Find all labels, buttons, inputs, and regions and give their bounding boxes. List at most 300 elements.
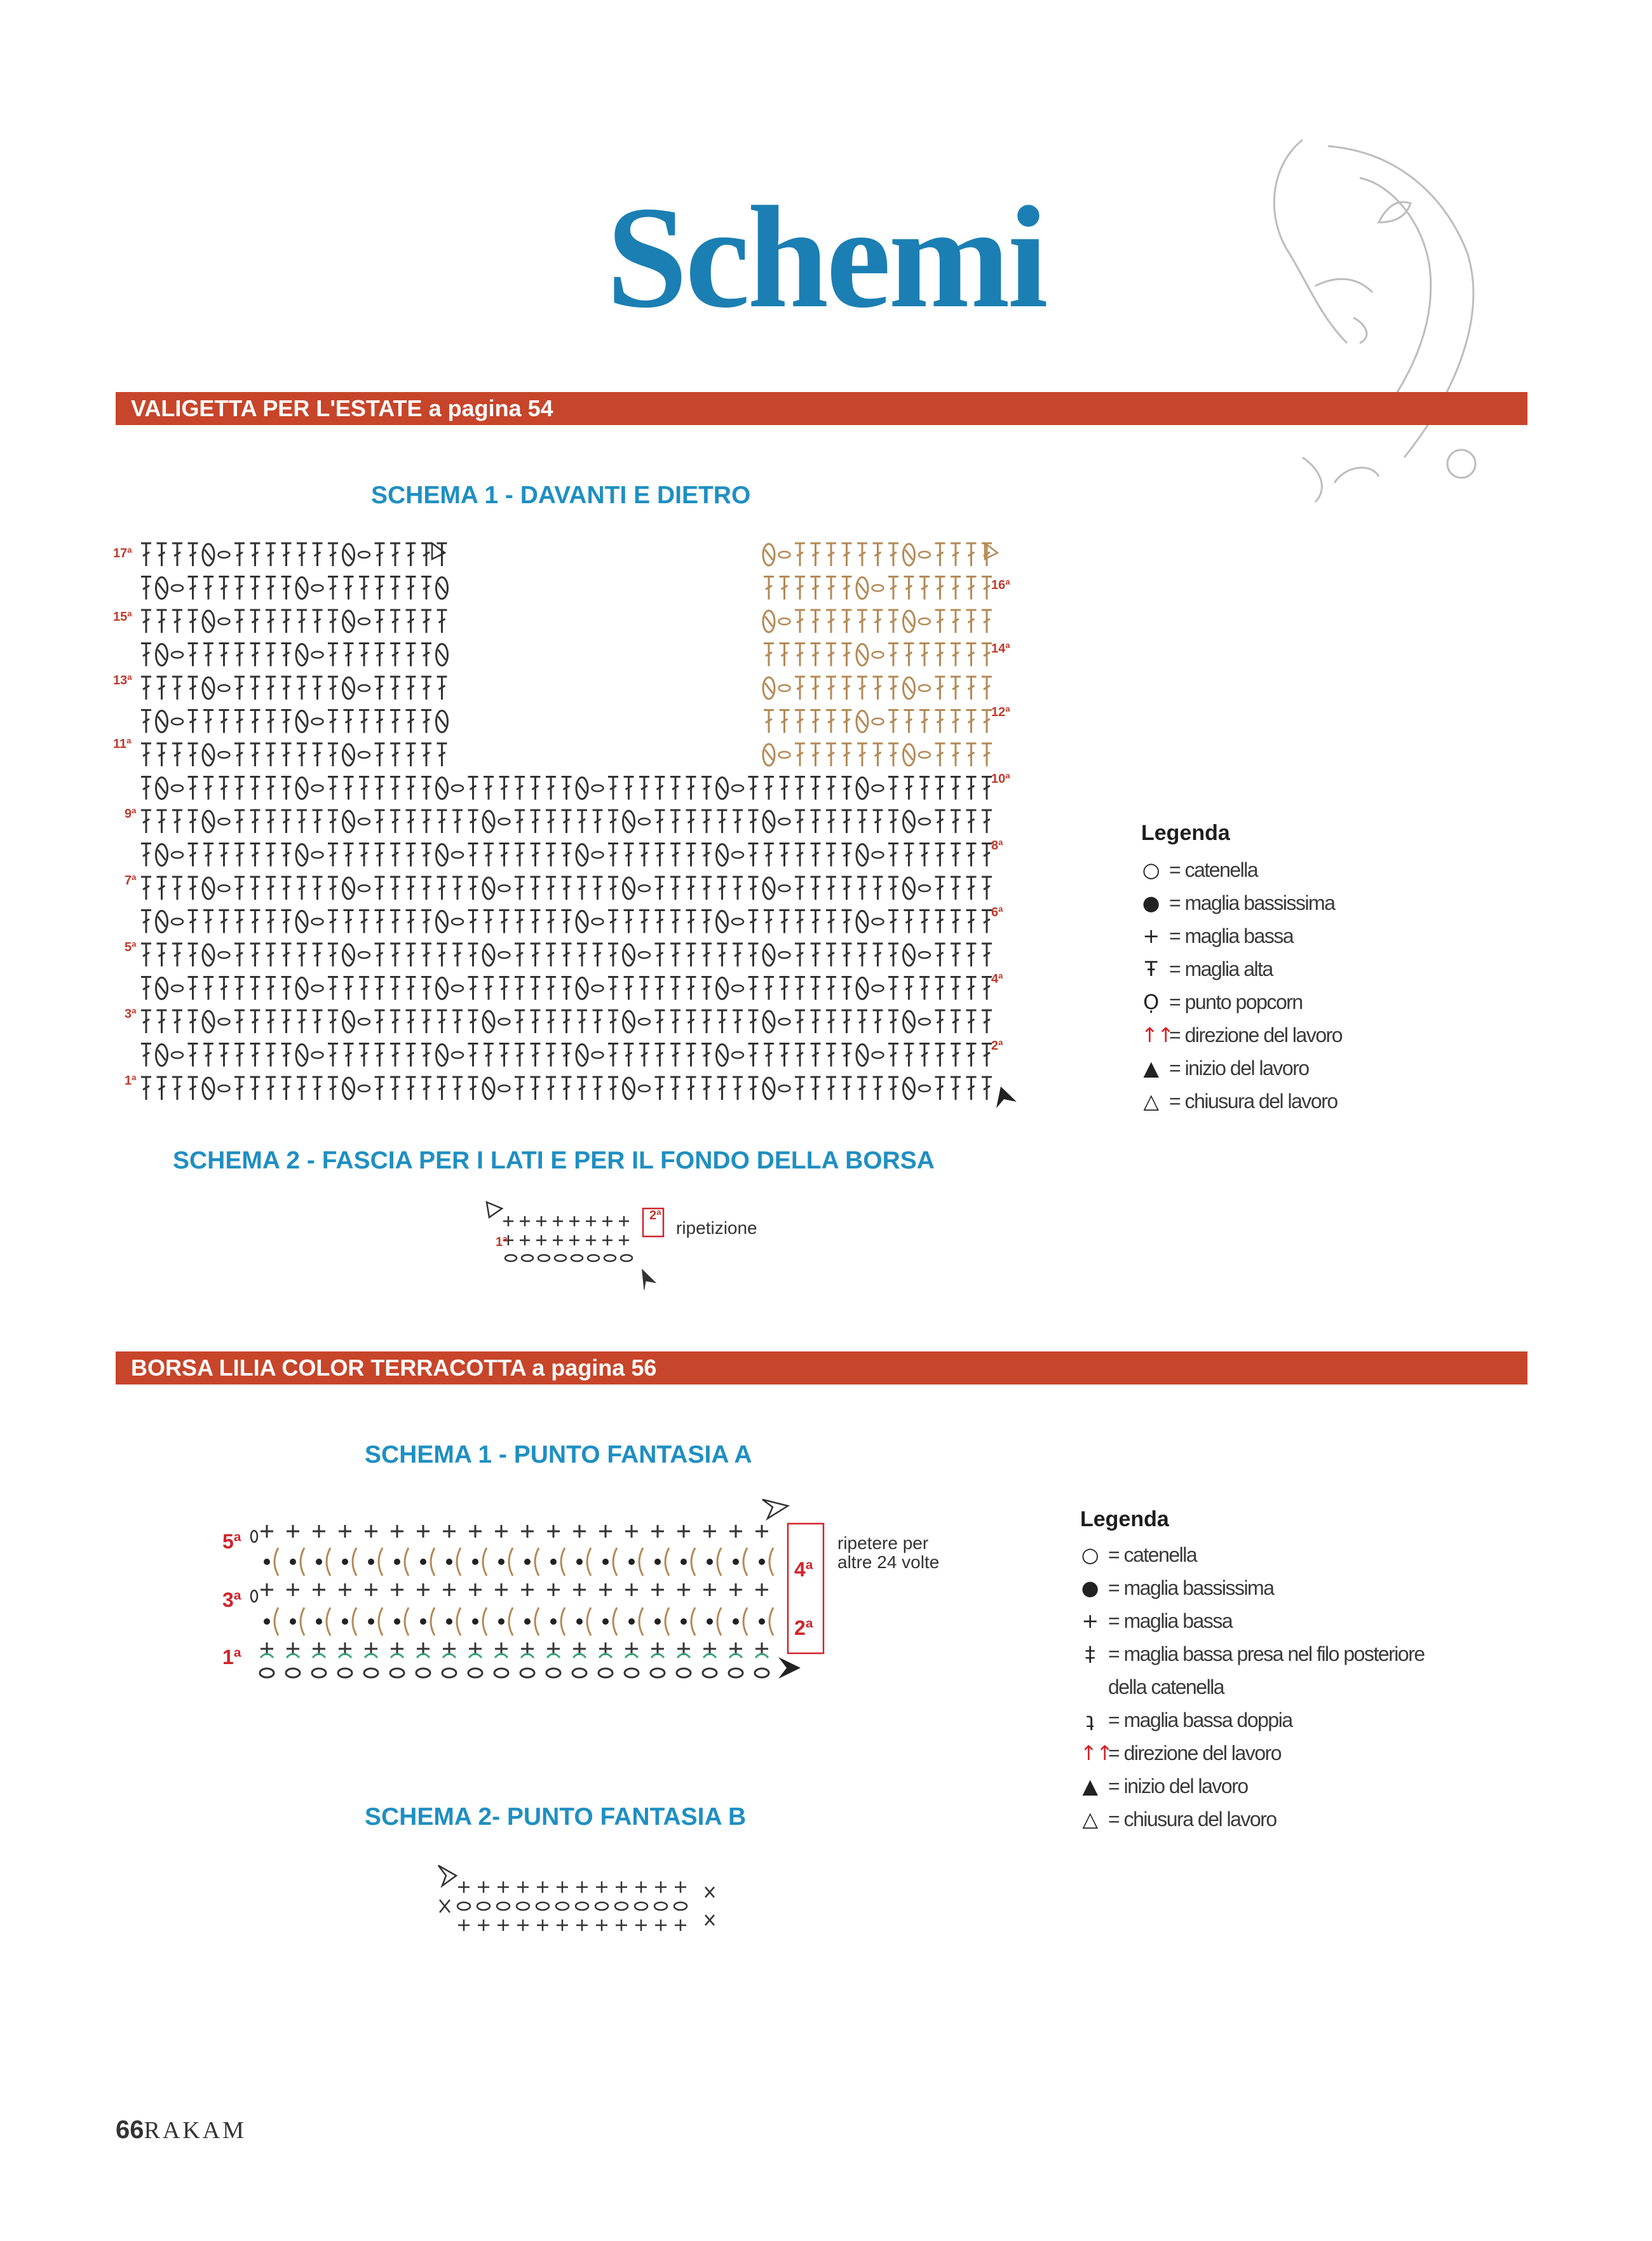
chain-symbol xyxy=(172,852,183,858)
double-crochet-symbol xyxy=(873,877,883,900)
legend-item xyxy=(1141,1085,1342,1118)
repeat-note-line: ripetere per xyxy=(837,1533,929,1553)
double-crochet-symbol xyxy=(857,1010,867,1033)
double-crochet-symbol xyxy=(390,543,400,566)
double-crochet-symbol xyxy=(359,977,369,1000)
double-crochet-symbol xyxy=(811,710,821,733)
single-crochet-symbol xyxy=(537,1919,548,1931)
single-crochet-symbol xyxy=(616,1919,627,1931)
chain-symbol xyxy=(919,618,930,625)
double-crochet-symbol xyxy=(141,610,151,633)
double-crochet-symbol xyxy=(748,977,759,1000)
double-crochet-symbol xyxy=(546,1077,556,1100)
double-crochet-symbol xyxy=(281,844,292,867)
double-crochet-symbol xyxy=(951,810,961,833)
double-crochet-symbol xyxy=(951,1044,961,1067)
double-crochet-symbol xyxy=(670,1010,680,1033)
double-crochet-symbol xyxy=(966,710,977,733)
double-crochet-symbol xyxy=(281,577,292,600)
double-sc-symbol xyxy=(405,1548,409,1576)
schema2-title: SCHEMA 2 - FASCIA PER I LATI E PER IL FONDO DELLA BORSA xyxy=(173,1147,935,1174)
chain-symbol xyxy=(358,818,370,825)
double-crochet-symbol xyxy=(375,644,385,667)
double-crochet-symbol xyxy=(141,1010,151,1033)
double-crochet-symbol xyxy=(297,1077,307,1100)
back-loop-symbol xyxy=(651,1654,664,1658)
chain-symbol xyxy=(497,1902,510,1910)
chain-icon: ○ xyxy=(1142,858,1160,882)
double-crochet-symbol xyxy=(826,977,836,1000)
double-crochet-symbol xyxy=(904,644,914,667)
double-crochet-symbol xyxy=(188,911,198,933)
chain-symbol xyxy=(872,852,884,858)
stitch-row xyxy=(141,543,992,566)
double-crochet-symbol xyxy=(670,810,680,833)
double-crochet-symbol xyxy=(531,1010,541,1033)
double-sc-symbol xyxy=(431,1608,435,1635)
double-crochet-symbol xyxy=(577,1010,587,1033)
stitch-row xyxy=(141,644,992,667)
double-crochet-symbol xyxy=(951,844,961,867)
legend-item xyxy=(1080,1703,1425,1737)
chain-symbol xyxy=(588,1255,599,1261)
popcorn-symbol xyxy=(343,744,355,766)
popcorn-symbol xyxy=(856,978,868,999)
double-crochet-symbol xyxy=(344,977,354,1000)
double-crochet-symbol xyxy=(966,644,977,667)
slip-stitch-symbol xyxy=(394,1618,400,1625)
double-crochet-symbol xyxy=(250,911,261,933)
double-crochet-symbol xyxy=(811,877,821,900)
double-crochet-symbol xyxy=(982,1010,992,1033)
double-crochet-symbol xyxy=(499,844,510,867)
double-sc-symbol xyxy=(379,1548,383,1576)
double-crochet-symbol xyxy=(842,844,852,867)
double-crochet-symbol xyxy=(826,644,836,667)
double-crochet-symbol xyxy=(266,1077,276,1100)
slip-stitch-symbol xyxy=(290,1618,296,1625)
double-crochet-symbol xyxy=(313,1077,323,1100)
double-crochet-symbol xyxy=(686,911,696,933)
double-crochet-symbol xyxy=(406,777,416,800)
double-crochet-symbol xyxy=(157,810,167,833)
double-crochet-symbol xyxy=(421,844,431,867)
popcorn-symbol xyxy=(904,544,915,565)
double-sc-symbol xyxy=(613,1608,617,1635)
double-crochet-symbol xyxy=(919,710,930,733)
repeat-note xyxy=(837,1534,939,1572)
popcorn-symbol xyxy=(763,677,775,699)
chain-symbol xyxy=(452,1052,463,1059)
chain-symbol xyxy=(219,1019,230,1025)
single-crochet-symbol xyxy=(602,1216,613,1226)
double-crochet-symbol xyxy=(203,911,213,933)
double-crochet-symbol xyxy=(577,1077,587,1100)
popcorn-symbol xyxy=(717,978,728,999)
double-crochet-symbol xyxy=(888,944,898,966)
double-crochet-symbol xyxy=(624,977,634,1000)
double-crochet-symbol xyxy=(811,844,821,867)
single-crochet-symbol xyxy=(520,1235,530,1245)
double-crochet-icon: Ŧ xyxy=(1144,957,1157,981)
double-crochet-symbol xyxy=(764,777,774,800)
double-crochet-symbol xyxy=(328,810,338,833)
chain-symbol xyxy=(635,1902,647,1910)
double-crochet-symbol xyxy=(188,543,198,566)
double-sc-symbol xyxy=(717,1608,721,1635)
chain-symbol xyxy=(219,552,230,558)
row-label: 12ª xyxy=(991,705,1010,719)
double-crochet-symbol xyxy=(842,977,852,1000)
double-crochet-symbol xyxy=(328,677,338,700)
chain-symbol xyxy=(312,719,323,725)
double-crochet-symbol xyxy=(919,777,930,800)
double-crochet-symbol xyxy=(452,1077,463,1100)
popcorn-symbol xyxy=(296,911,308,933)
chain-symbol xyxy=(494,1669,508,1677)
double-crochet-symbol xyxy=(328,1077,338,1100)
double-crochet-symbol xyxy=(888,610,898,633)
legend-label: = maglia bassissima xyxy=(1108,1576,1274,1599)
double-crochet-symbol xyxy=(234,1077,245,1100)
double-crochet-symbol xyxy=(452,810,463,833)
schema1-title: SCHEMA 1 - DAVANTI E DIETRO xyxy=(371,482,751,509)
double-crochet-symbol xyxy=(546,911,556,933)
double-crochet-symbol xyxy=(359,777,369,800)
double-crochet-symbol xyxy=(811,977,821,1000)
double-crochet-symbol xyxy=(935,1077,945,1100)
double-crochet-symbol xyxy=(795,777,805,800)
double-crochet-symbol xyxy=(281,877,292,900)
legend-item xyxy=(1141,952,1342,985)
double-crochet-symbol xyxy=(406,543,416,566)
double-crochet-symbol xyxy=(281,911,292,933)
popcorn-symbol xyxy=(856,1045,868,1066)
double-crochet-symbol xyxy=(390,911,400,933)
repeat-note-line: altre 24 volte xyxy=(837,1552,940,1572)
row-label: 3ª xyxy=(125,1007,137,1021)
double-crochet-symbol xyxy=(748,944,759,966)
popcorn-symbol xyxy=(296,644,308,666)
double-crochet-symbol xyxy=(437,877,447,900)
chain-symbol xyxy=(219,685,230,691)
popcorn-symbol xyxy=(483,944,494,966)
double-crochet-symbol xyxy=(826,743,836,766)
double-crochet-symbol xyxy=(888,577,898,600)
double-crochet-symbol xyxy=(593,1010,603,1033)
double-crochet-symbol xyxy=(328,944,338,966)
popcorn-symbol xyxy=(437,1045,448,1066)
double-crochet-symbol xyxy=(297,543,307,566)
double-crochet-symbol xyxy=(406,1010,416,1033)
legend-item xyxy=(1080,1770,1425,1803)
double-crochet-symbol xyxy=(780,911,790,933)
double-crochet-symbol xyxy=(344,777,354,800)
popcorn-symbol xyxy=(343,677,355,699)
double-crochet-symbol xyxy=(562,1044,572,1067)
popcorn-symbol xyxy=(203,544,214,565)
legend-label: = catenella xyxy=(1108,1543,1197,1566)
double-crochet-symbol xyxy=(297,677,307,700)
slip-stitch-symbol xyxy=(602,1559,609,1565)
double-crochet-symbol xyxy=(437,743,447,766)
stitch-row xyxy=(141,1044,992,1067)
double-crochet-symbol xyxy=(904,1044,914,1067)
legend-label: = punto popcorn xyxy=(1169,991,1303,1013)
popcorn-symbol xyxy=(576,1045,588,1066)
double-crochet-symbol xyxy=(375,1077,385,1100)
double-crochet-symbol xyxy=(172,1077,182,1100)
double-crochet-symbol xyxy=(842,644,852,667)
double-crochet-symbol xyxy=(344,644,354,667)
start-arrow-icon xyxy=(996,1087,1017,1108)
double-crochet-symbol xyxy=(826,677,836,700)
chain-symbol xyxy=(572,1669,586,1677)
double-crochet-symbol xyxy=(437,1077,447,1100)
double-crochet-symbol xyxy=(951,777,961,800)
double-crochet-symbol xyxy=(188,844,198,867)
chain-symbol xyxy=(732,1052,743,1059)
chain-symbol xyxy=(919,685,930,691)
popcorn-symbol xyxy=(156,711,168,733)
legend-item xyxy=(1080,1604,1425,1637)
double-crochet-symbol xyxy=(421,810,431,833)
double-crochet-symbol xyxy=(141,911,151,933)
double-crochet-symbol xyxy=(297,877,307,900)
double-crochet-symbol xyxy=(982,1077,992,1100)
single-crochet-symbol xyxy=(635,1881,647,1893)
double-crochet-symbol xyxy=(281,710,292,733)
start-arrow-icon xyxy=(778,1657,801,1679)
slip-stitch-symbol xyxy=(733,1618,739,1625)
double-crochet-symbol xyxy=(857,810,867,833)
double-crochet-symbol xyxy=(608,977,618,1000)
stitch-row xyxy=(141,710,992,733)
double-crochet-symbol xyxy=(421,777,431,800)
slip-stitch-symbol xyxy=(550,1618,557,1625)
legend-label: = maglia bassa presa nel filo posteriore xyxy=(1108,1642,1425,1665)
single-crochet-symbol xyxy=(675,1919,686,1931)
double-crochet-symbol xyxy=(188,1010,198,1033)
chain-symbol xyxy=(172,652,183,658)
double-crochet-symbol xyxy=(141,543,151,566)
slip-stitch-symbol xyxy=(446,1559,452,1565)
chain-symbol xyxy=(219,885,230,891)
stitch-column xyxy=(729,1525,747,1677)
double-crochet-symbol xyxy=(281,743,292,766)
double-crochet-symbol xyxy=(686,1044,696,1067)
schema-a-crochet-chart xyxy=(241,1487,845,1696)
double-crochet-symbol xyxy=(686,777,696,800)
popcorn-symbol xyxy=(343,811,355,832)
stitch-column xyxy=(442,1525,461,1677)
back-loop-symbol xyxy=(573,1654,586,1658)
legend-label: della catenella xyxy=(1108,1676,1224,1698)
double-crochet-symbol xyxy=(328,777,338,800)
legend-item xyxy=(1141,985,1342,1019)
double-crochet-symbol xyxy=(468,1044,478,1067)
row-label: 1ª xyxy=(496,1235,508,1249)
double-crochet-symbol xyxy=(951,977,961,1000)
double-crochet-symbol xyxy=(421,1010,431,1033)
row-label: 8ª xyxy=(991,839,1003,853)
double-crochet-symbol xyxy=(966,810,977,833)
double-sc-symbol xyxy=(405,1608,409,1635)
double-crochet-symbol xyxy=(515,1010,525,1033)
magazine-name: RAKAM xyxy=(144,2117,247,2144)
double-crochet-symbol xyxy=(811,577,821,600)
chain-symbol xyxy=(919,1085,930,1092)
slip-stitch-symbol xyxy=(446,1618,452,1625)
double-crochet-symbol xyxy=(406,911,416,933)
double-crochet-symbol xyxy=(468,877,478,900)
double-crochet-symbol xyxy=(593,810,603,833)
single-crochet-symbol xyxy=(586,1235,596,1245)
double-crochet-symbol xyxy=(919,911,930,933)
single-crochet-symbol xyxy=(536,1235,546,1245)
single-crochet-symbol xyxy=(517,1919,529,1931)
legend-label: = direzione del lavoro xyxy=(1169,1024,1343,1046)
double-crochet-symbol xyxy=(141,877,151,900)
chain-symbol xyxy=(452,785,463,792)
double-crochet-symbol xyxy=(188,743,198,766)
double-crochet-symbol xyxy=(468,977,478,1000)
double-crochet-symbol xyxy=(406,1077,416,1100)
chain-symbol xyxy=(416,1669,430,1677)
double-sc-symbol xyxy=(457,1608,461,1635)
chain-symbol xyxy=(919,818,930,825)
double-crochet-symbol xyxy=(655,1010,665,1033)
double-crochet-symbol xyxy=(328,543,338,566)
popcorn-symbol xyxy=(717,778,728,799)
slip-stitch-symbol xyxy=(264,1559,270,1565)
back-loop-symbol xyxy=(339,1654,351,1658)
double-crochet-symbol xyxy=(686,810,696,833)
double-sc-symbol xyxy=(639,1548,643,1576)
double-crochet-symbol xyxy=(951,644,961,667)
double-crochet-symbol xyxy=(904,577,914,600)
double-crochet-symbol xyxy=(608,944,618,966)
chain-symbol xyxy=(625,1669,639,1677)
double-crochet-symbol xyxy=(468,777,478,800)
double-crochet-symbol xyxy=(484,1044,494,1067)
double-crochet-symbol xyxy=(982,844,992,867)
double-crochet-symbol xyxy=(344,577,354,600)
double-crochet-symbol xyxy=(266,1010,276,1033)
double-crochet-symbol xyxy=(670,1044,680,1067)
double-crochet-symbol xyxy=(188,644,198,667)
popcorn-symbol xyxy=(763,877,775,899)
double-crochet-symbol xyxy=(639,777,649,800)
double-crochet-symbol xyxy=(701,777,712,800)
double-crochet-symbol xyxy=(468,844,478,867)
double-sc-symbol xyxy=(743,1548,747,1576)
chain-symbol xyxy=(312,785,323,792)
double-crochet-symbol xyxy=(375,877,385,900)
chain-symbol xyxy=(919,885,930,891)
double-crochet-symbol xyxy=(234,1044,245,1067)
double-crochet-symbol xyxy=(234,977,245,1000)
chain-symbol xyxy=(468,1669,482,1677)
popcorn-symbol xyxy=(343,1011,355,1032)
double-crochet-symbol xyxy=(717,944,728,966)
double-crochet-symbol xyxy=(546,1010,556,1033)
chain-symbol xyxy=(172,785,183,792)
legend-item xyxy=(1080,1538,1425,1571)
double-crochet-symbol xyxy=(733,1010,743,1033)
double-crochet-symbol xyxy=(250,1010,261,1033)
schema1-crochet-chart xyxy=(108,527,1029,1112)
double-crochet-symbol xyxy=(141,577,151,600)
double-crochet-symbol xyxy=(172,810,182,833)
double-crochet-symbol xyxy=(842,877,852,900)
slip-stitch-symbol xyxy=(759,1618,765,1625)
double-crochet-symbol xyxy=(515,810,525,833)
popcorn-symbol xyxy=(856,778,868,799)
double-crochet-symbol xyxy=(966,944,977,966)
double-crochet-symbol xyxy=(266,677,276,700)
double-crochet-symbol xyxy=(608,810,618,833)
popcorn-symbol xyxy=(856,911,868,933)
chain-symbol xyxy=(452,852,463,858)
double-crochet-symbol xyxy=(795,644,805,667)
double-crochet-symbol xyxy=(375,911,385,933)
chain-symbol xyxy=(604,1255,616,1261)
back-loop-symbol xyxy=(677,1654,690,1658)
double-crochet-symbol xyxy=(157,543,167,566)
double-crochet-symbol xyxy=(811,777,821,800)
double-crochet-symbol xyxy=(515,777,525,800)
double-crochet-symbol xyxy=(250,844,261,867)
double-crochet-symbol xyxy=(141,977,151,1000)
double-crochet-symbol xyxy=(811,810,821,833)
double-crochet-symbol xyxy=(701,1010,712,1033)
stitch-column xyxy=(390,1525,409,1677)
stitch-row xyxy=(141,944,992,966)
slip-stitch-symbol xyxy=(524,1618,531,1625)
single-crochet-symbol xyxy=(440,1900,450,1913)
double-crochet-symbol xyxy=(328,977,338,1000)
chain-symbol xyxy=(499,1085,510,1092)
single-crochet-symbol xyxy=(458,1919,470,1931)
page-number: 66 xyxy=(116,2116,144,2144)
double-crochet-symbol xyxy=(748,1010,759,1033)
double-crochet-symbol xyxy=(842,610,852,633)
popcorn-symbol xyxy=(856,644,868,666)
legend-item xyxy=(1141,1019,1342,1052)
double-crochet-symbol xyxy=(157,743,167,766)
chain-symbol xyxy=(872,719,884,725)
double-crochet-symbol xyxy=(328,877,338,900)
stitch-column xyxy=(651,1525,669,1677)
double-crochet-symbol xyxy=(406,644,416,667)
double-crochet-symbol xyxy=(281,677,292,700)
chain-symbol xyxy=(358,1019,370,1025)
double-crochet-symbol xyxy=(499,911,510,933)
double-crochet-symbol xyxy=(842,777,852,800)
double-crochet-symbol xyxy=(966,1077,977,1100)
row-label: 15ª xyxy=(113,610,132,624)
double-crochet-symbol xyxy=(172,543,182,566)
popcorn-symbol xyxy=(576,911,588,933)
double-crochet-symbol xyxy=(826,1044,836,1067)
double-crochet-symbol xyxy=(888,1077,898,1100)
double-crochet-symbol xyxy=(935,644,945,667)
chain-symbol xyxy=(457,1902,470,1910)
double-crochet-symbol xyxy=(811,543,821,566)
chain-symbol xyxy=(251,1531,257,1542)
chain-symbol xyxy=(779,1019,790,1025)
